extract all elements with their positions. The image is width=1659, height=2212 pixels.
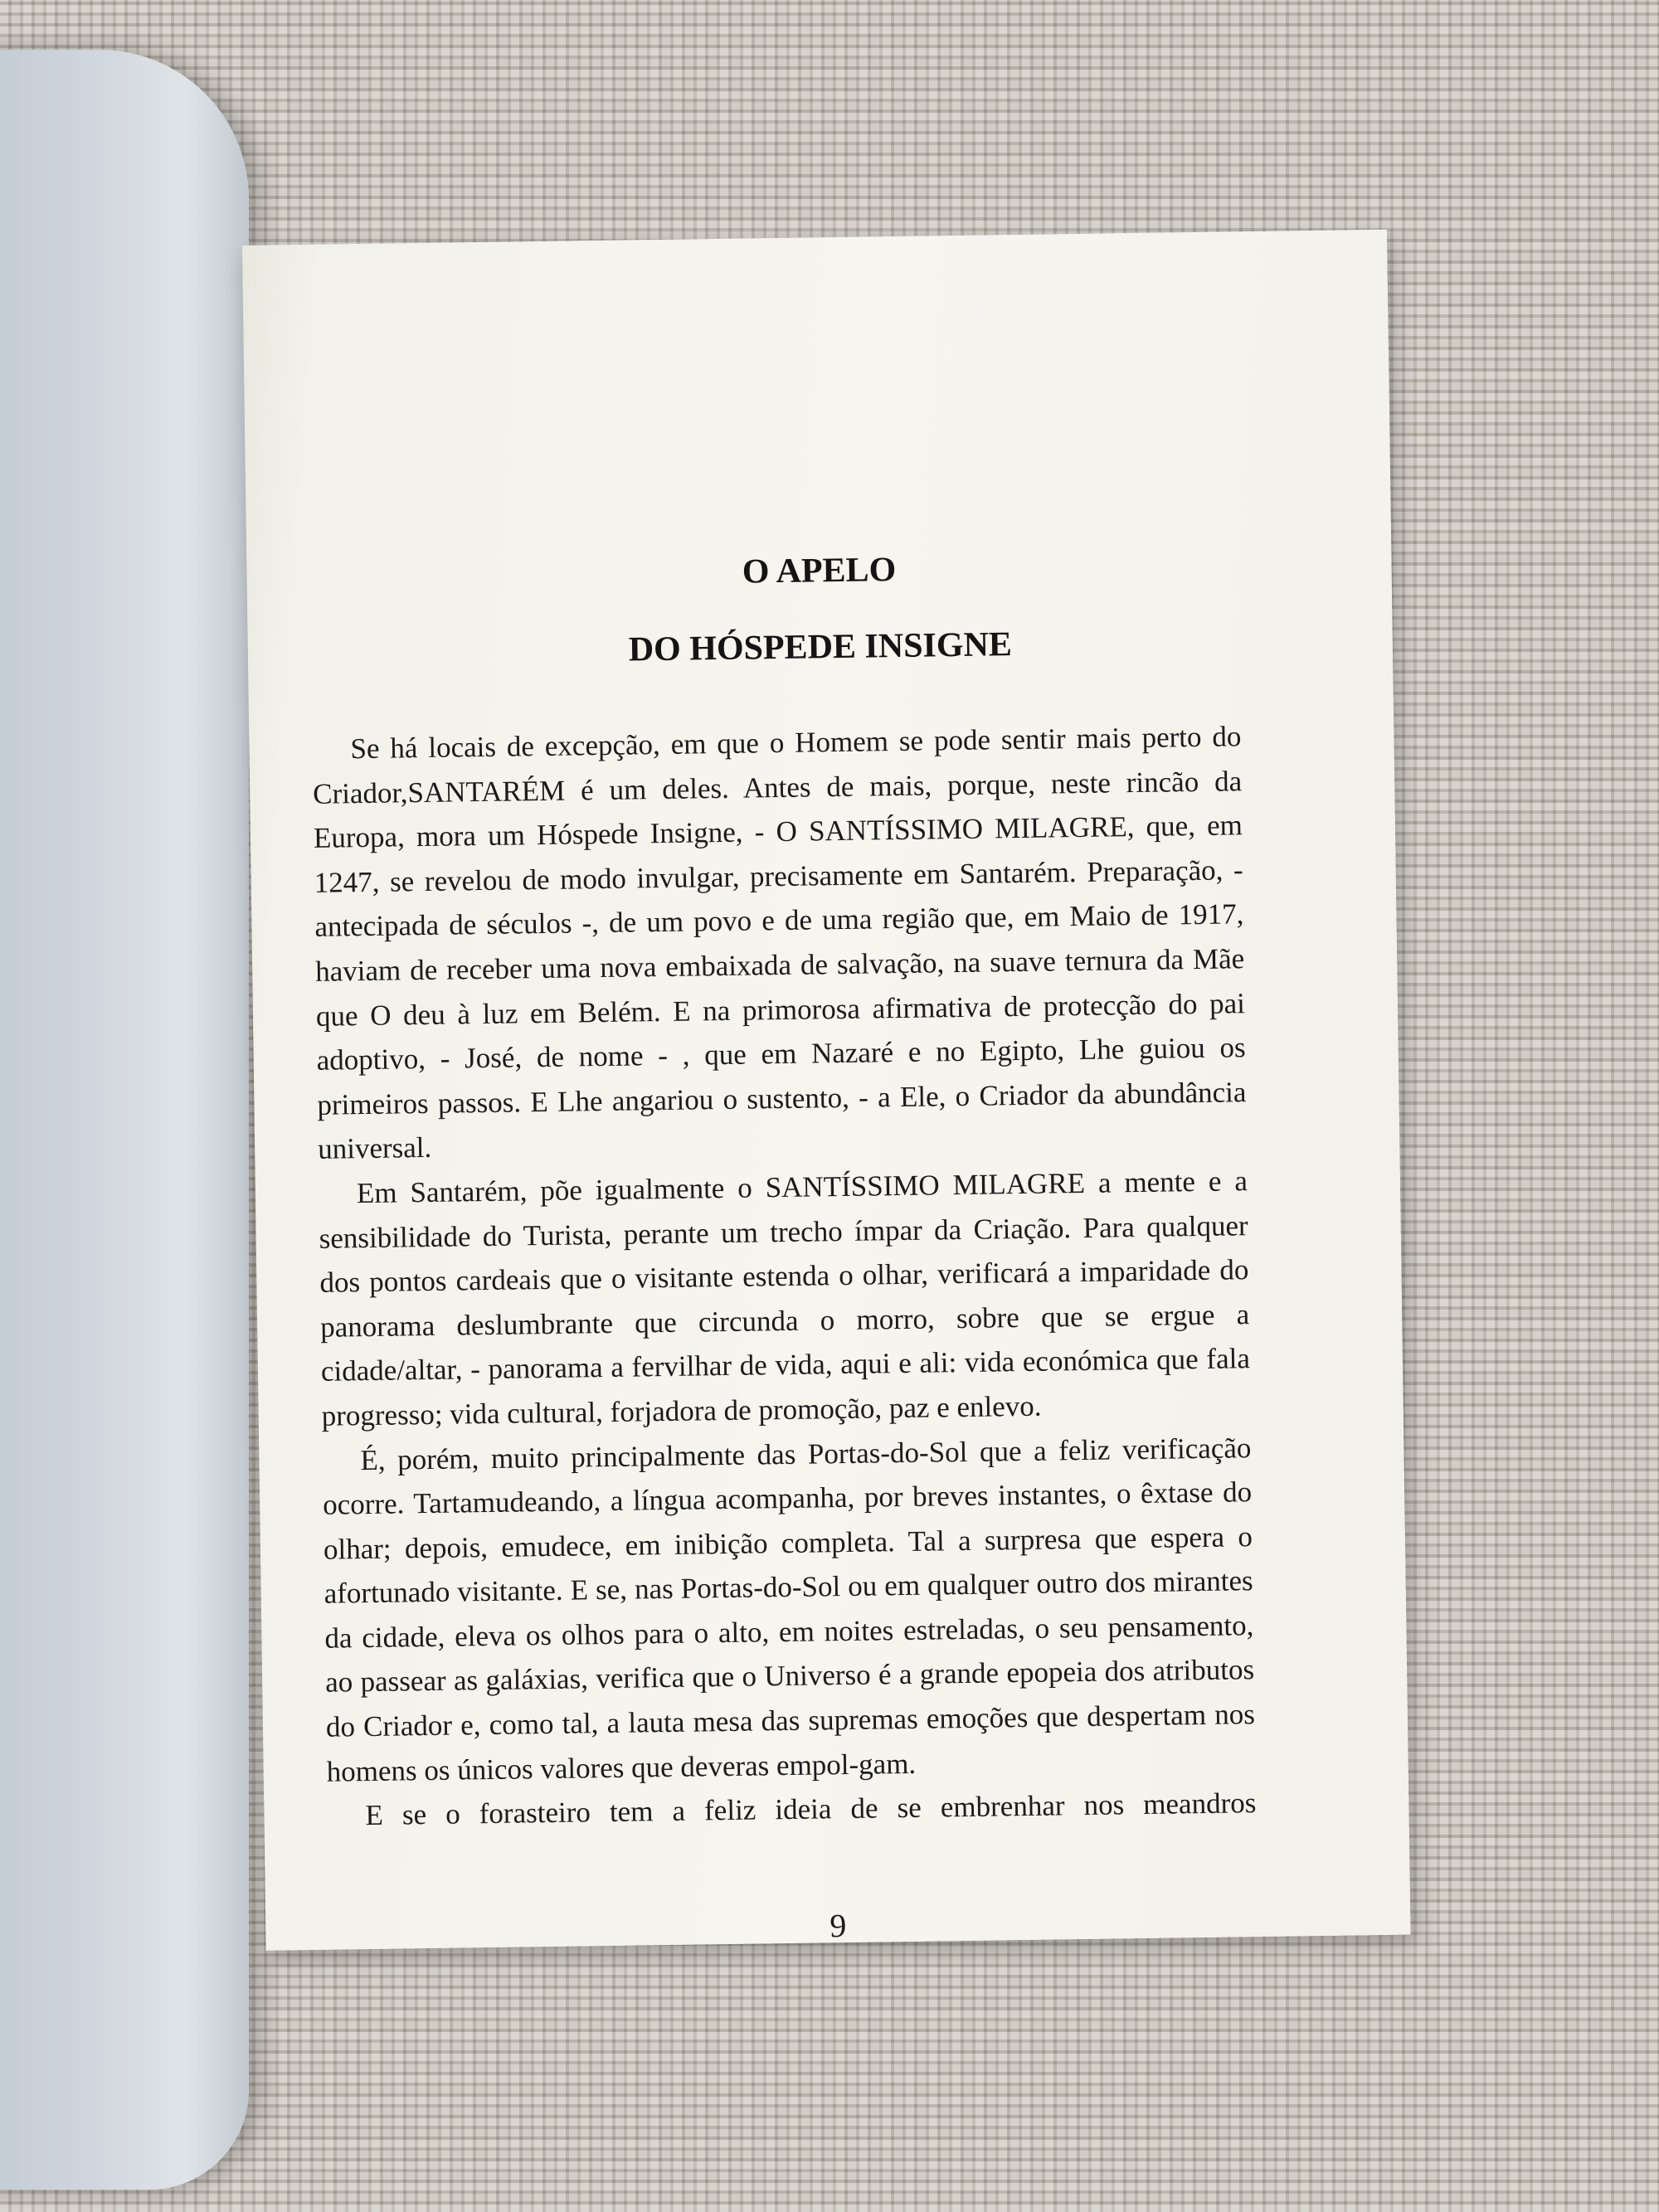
chapter-title-line-1: O APELO	[742, 551, 897, 591]
chapter-body	[312, 714, 1257, 1838]
facing-page	[0, 50, 249, 2190]
page-number: 9	[830, 1907, 847, 1945]
paragraph: Se há locais de excepção, em que o Homem se pode sentir mais perto do Criador,SANTARÉM é um deles. Antes de mais, porque, neste rincão da Europa, mora um Hóspede Insigne, - O SANTÍSSIMO MILAGRE, que, em 1247, se revelou de modo invulgar, precisamente em Santarém. Preparação, - antecipada de séculos -, de um povo e de uma região que, em Maio de 1917, haviam de receber uma nova embaixada de salvação, na suave ternura da Mãe que O deu à luz em Belém. E na primorosa afirmativa de protecção do pai adoptivo, - José, de nome - , que em Nazaré e no Egipto, Lhe guiou os primeiros passos. E Lhe angariou o sustento, - a Ele, o Criador da abundância universal.	[312, 720, 1247, 1166]
chapter-title-line-2: DO HÓSPEDE INSIGNE	[628, 625, 1013, 669]
paragraph: Em Santarém, põe igualmente o SANTÍSSIMO MILAGRE a mente e a sensibilidade do Turista, perante um trecho ímpar da Criação. Para qualquer dos pontos cardeais que o visitante estenda o olhar, verificará a imparidade do panorama deslumbrante que circunda o morro, sobre que se ergue a cidade/altar, - panorama a fervilhar de vida, aqui e ali: vida económica que fala progresso; vida cultural, forjadora de promoção, paz e enlevo.	[319, 1164, 1251, 1432]
paragraph: E se o forasteiro tem a feliz ideia de se embrenhar nos meandros	[365, 1787, 1257, 1832]
paragraph: É, porém, muito principalmente das Portas-do-Sol que a feliz verificação ocorre. Tartamudeando, a língua acompanha, por breves instantes, o êxtase do olhar; depois, emudece, em inibição completa. Tal a surpresa que espera o afortunado visitante. E se, nas Portas-do-Sol ou em qualquer outro dos mirantes da cidade, eleva os olhos para o alto, em noites estreladas, o seu pensamento, ao passear as galáxias, verifica que o Universo é a grande epopeia dos atributos do Criador e, como tal, a lauta mesa das supremas emoções que despertam nos homens os únicos valores que deveras empol-gam.	[322, 1431, 1256, 1788]
book-page	[242, 230, 1411, 1951]
